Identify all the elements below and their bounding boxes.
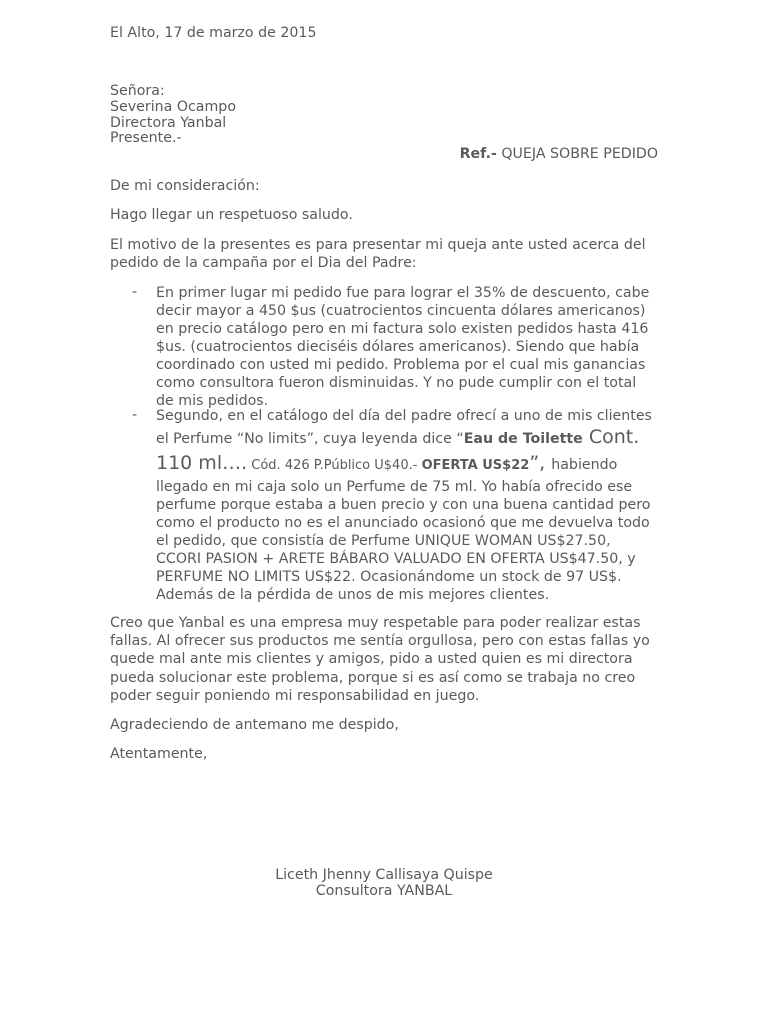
closing-line: Creo que Yanbal es una empresa muy respetable para poder realizar estas [110,615,641,631]
motive-line: El motivo de la presentes es para presentar mi queja ante usted acerca del [110,237,646,253]
addressee-block [110,84,658,147]
closing-paragraph [110,614,658,705]
sign-off [110,745,658,763]
legend-product: Eau de Toilette [463,431,583,447]
complaint-line: en precio catálogo pero en mi factura solo existen pedidos hasta 416 [156,321,649,337]
legend-offer: OFERTA US$22 [421,458,530,473]
regards-text: Hago llegar un respetuoso saludo. [110,207,353,223]
complaint-item-1-text [156,284,661,410]
signature-name: Liceth Jhenny Callisaya Quispe [275,867,493,883]
legend-continuation: habiendo [551,457,618,473]
reference-prefix: Ref.- [459,146,497,162]
greeting-text: De mi consideración: [110,178,260,194]
legend-intro: el Perfume “No limits”, cuya leyenda dice “ [156,431,464,447]
complaint-line: como consultora fueron disminuidas. Y no pude cumplir con el total [156,375,637,391]
complaint-line: el pedido, que consistía de Perfume UNIQUE WOMAN US$27.50, [156,533,611,549]
reference-subject: QUEJA SOBRE PEDIDO [496,146,658,162]
addressee-salutation: Señora: [110,83,165,99]
complaint-line: $us. (cuatrocientos dieciséis dólares americanos). Siendo que había [156,339,640,355]
greeting [110,177,658,195]
complaint-line: CCORI PASION + ARETE BÁBARO VALUADO EN OFERTA US$47.50, y [156,551,636,567]
complaint-line: decir mayor a 450 $us (cuatrocientos cincuenta dólares americanos) [156,303,646,319]
closing-line: poder seguir poniendo mi responsabilidad en juego. [110,687,480,704]
motive-paragraph [110,236,658,272]
complaint-line: Segundo, en el catálogo del día del padre ofrecí a uno de mis clientes [156,408,652,424]
reference-line [460,146,658,162]
addressee-name: Severina Ocampo [110,98,236,115]
complaint-line: En primer lugar mi pedido fue para lograr el 35% de descuento, cabe [156,285,650,301]
closing-line: pueda solucionar este problema, porque si es así como se trabaja no creo [110,669,636,686]
complaint-line: coordinado con usted mi pedido. Problema por el cual mis ganancias [156,357,646,373]
complaint-item-2-text [156,407,661,604]
signature-title: Consultora YANBAL [315,883,453,899]
sign-off-text: Atentamente, [110,746,208,762]
complaint-line: perfume porque estaba a buen precio y con una buena cantidad pero [156,497,651,513]
complaint-line [156,451,661,478]
farewell-text: Agradeciendo de antemano me despido, [110,717,399,733]
complaint-line: llegado en mi caja solo un Perfume de 75 ml. Yo había ofrecido ese [156,479,633,495]
farewell [110,716,658,734]
addressee-position: Directora Yanbal [110,114,227,131]
addressee-presente: Presente.- [110,130,182,147]
bullet-dash: - [132,407,138,423]
regards-line [110,206,658,224]
complaint-line: como el producto no es el anunciado ocasionó que me devuelva todo [156,515,650,531]
closing-line: quede mal ante mis clientes y amigos, pido a usted quien es mi directora [110,651,633,668]
closing-line: fallas. Al ofrecer sus productos me sentía orgullosa, pero con estas fallas yo [110,633,650,650]
complaint-line: PERFUME NO LIMITS US$22. Ocasionándome un stock de 97 US$. [156,569,622,585]
legend-volume: 110 ml…. [156,452,248,474]
date-text: El Alto, 17 de marzo de 2015 [110,25,317,41]
complaint-line: Además de la pérdida de unos de mis mejores clientes. [156,587,550,603]
signature-block [0,867,768,899]
letter-date [110,24,658,42]
motive-line: pedido de la campaña por el Dia del Padre: [110,255,417,271]
legend-close-quote: ”, [529,452,552,474]
complaint-line: de mis pedidos. [156,393,269,409]
complaint-line [156,425,661,451]
bullet-dash: - [132,284,138,300]
legend-cont: Cont. [582,426,640,448]
legend-code-price: Cód. 426 P.Público U$40.- [247,458,422,473]
